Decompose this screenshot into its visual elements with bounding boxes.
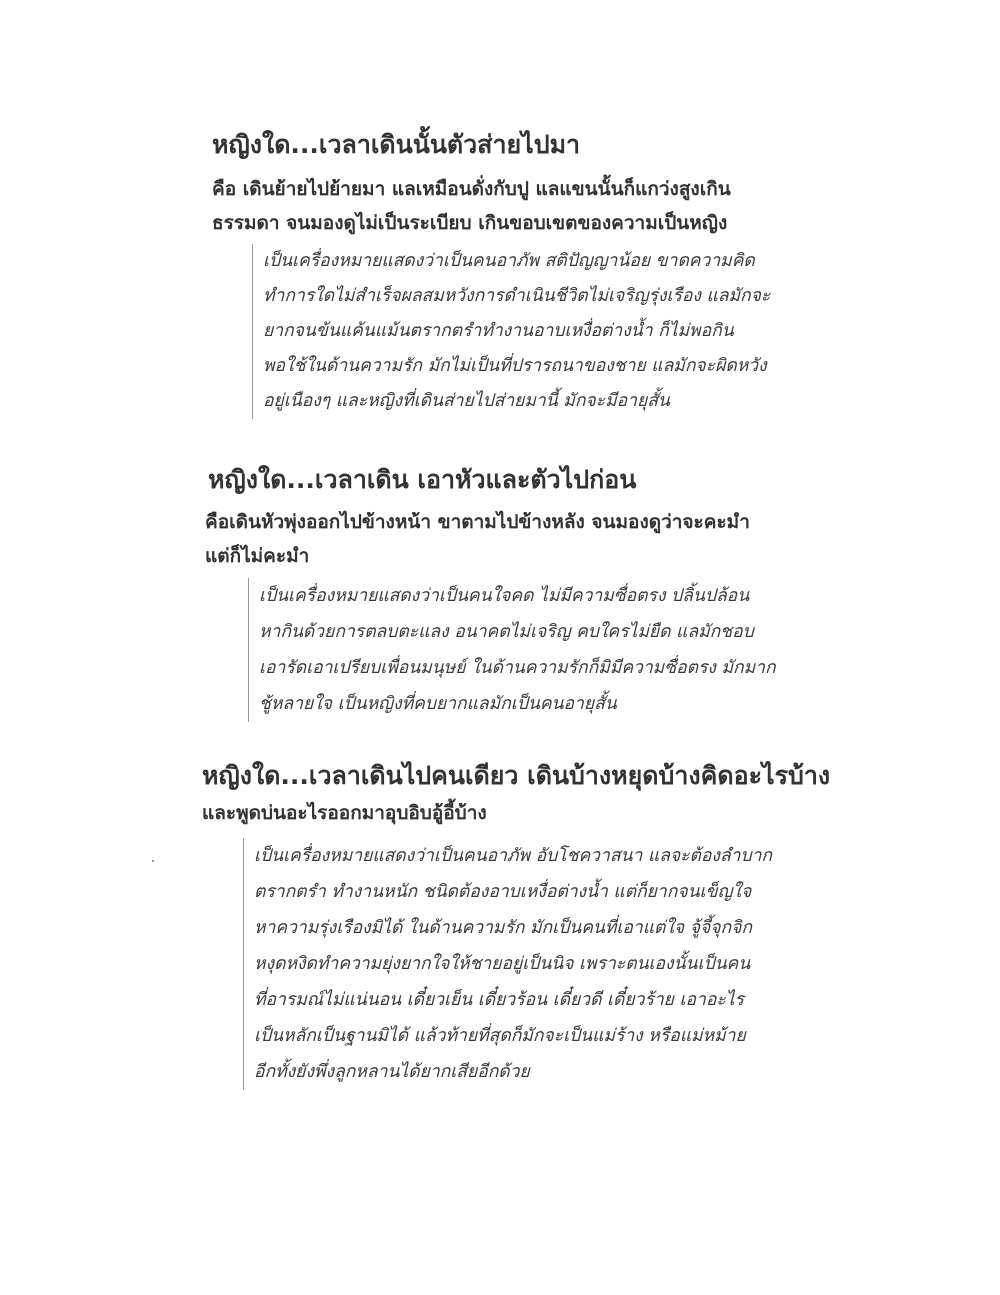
section-3-subtitle [202,796,487,830]
section-1-subtitle-line: ธรรมดา จนมองดูไม่เป็นระเบียบ เกินขอบเขตของความเป็นหญิง [212,212,728,234]
section-2-body-line: เอารัดเอาเปรียบเพื่อนมนุษย์ ในด้านความรักก็มิมีความซื่อตรง มักมาก [259,658,776,678]
section-2-body-line: เป็นเครื่องหมายแสดงว่าเป็นคนใจคด ไม่มีความซื่อตรง ปลิ้นปล้อน [259,586,750,606]
section-3-title: หญิงใด...เวลาเดินไปคนเดียว เดินบ้างหยุดบ้างคิดอะไรบ้าง [202,761,831,790]
section-3-body-line: อีกทั้งยังพึ่งลูกหลานได้ยากเสียอีกด้วย [254,1062,530,1082]
section-1-subtitle [212,172,731,240]
section-3-body-line: เป็นหลักเป็นฐานมิได้ แล้วท้ายที่สุดก็มักจะเป็นแม่ร้าง หรือแม่หม้าย [254,1026,746,1046]
section-2-subtitle-line: แต่ก็ไม่คะมำ [205,545,310,567]
section-1-body-line: ยากจนข้นแค้นแม้นตรากตรำทำงานอาบเหงื่อต่างน้ำ ก็ไม่พอกิน [263,321,734,341]
section-3-subtitle-line: และพูดบ่นอะไรออกมาอุบอิบอู้อี้บ้าง [202,802,487,824]
section-3-body-line: ที่อารมณ์ไม่แน่นอน เดี๋ยวเย็น เดี๋ยวร้อน เดี๋ยวดี เดี๋ยวร้าย เอาอะไร [254,990,744,1010]
section-1-subtitle-line: คือ เดินย้ายไปย้ายมา แลเหมือนดั่งกับปู แลแขนนั้นก็แกว่งสูงเกิน [212,178,731,200]
section-2-body-line: หากินด้วยการตลบตะแลง อนาคตไม่เจริญ คบใครไม่ยืด แลมักชอบ [259,622,754,642]
section-2-body [248,578,776,722]
scan-speck [152,860,154,862]
section-2-body-line: ชู้หลายใจ เป็นหญิงที่คบยากแลมักเป็นคนอายุสั้น [259,694,617,714]
section-1-body-line: อยู่เนืองๆ และหญิงที่เดินส่ายไปส่ายมานี้ มักจะมีอายุสั้น [263,391,670,411]
section-2-subtitle-line: คือเดินหัวพุ่งออกไปข้างหน้า ขาตามไปข้างหลัง จนมองดูว่าจะคะมำ [205,511,750,533]
section-1-body-line: เป็นเครื่องหมายแสดงว่าเป็นคนอาภัพ สติปัญญาน้อย ขาดความคิด [263,251,755,271]
section-3-body-line: หงุดหงิดทำความยุ่งยากใจให้ชายอยู่เป็นนิจ เพราะตนเองนั้นเป็นคน [254,954,751,974]
section-1-body-line: พอใช้ในด้านความรัก มักไม่เป็นที่ปรารถนาของชาย แลมักจะผิดหวัง [263,356,767,376]
section-2-title: หญิงใด...เวลาเดิน เอาหัวและตัวไปก่อน [208,465,637,494]
section-3-body-line: หาความรุ่งเรืองมิได้ ในด้านความรัก มักเป็นคนที่เอาแต่ใจ จู้จี้จุกจิก [254,918,752,938]
section-1-body [252,244,770,419]
section-3-body-line: ตรากตรำ ทำงานหนัก ชนิดต้องอาบเหงื่อต่างน้ำ แต่ก็ยากจนเข็ญใจ [254,882,752,902]
section-1-title: หญิงใด...เวลาเดินนั้นตัวส่ายไปมา [212,130,581,159]
section-2-subtitle [205,505,750,573]
section-3-body [243,838,772,1090]
section-1-body-line: ทำการใดไม่สำเร็จผลสมหวังการดำเนินชีวิตไม่เจริญรุ่งเรือง แลมักจะ [263,286,771,306]
section-3-body-line: เป็นเครื่องหมายแสดงว่าเป็นคนอาภัพ อับโชควาสนา แลจะต้องลำบาก [254,846,773,866]
